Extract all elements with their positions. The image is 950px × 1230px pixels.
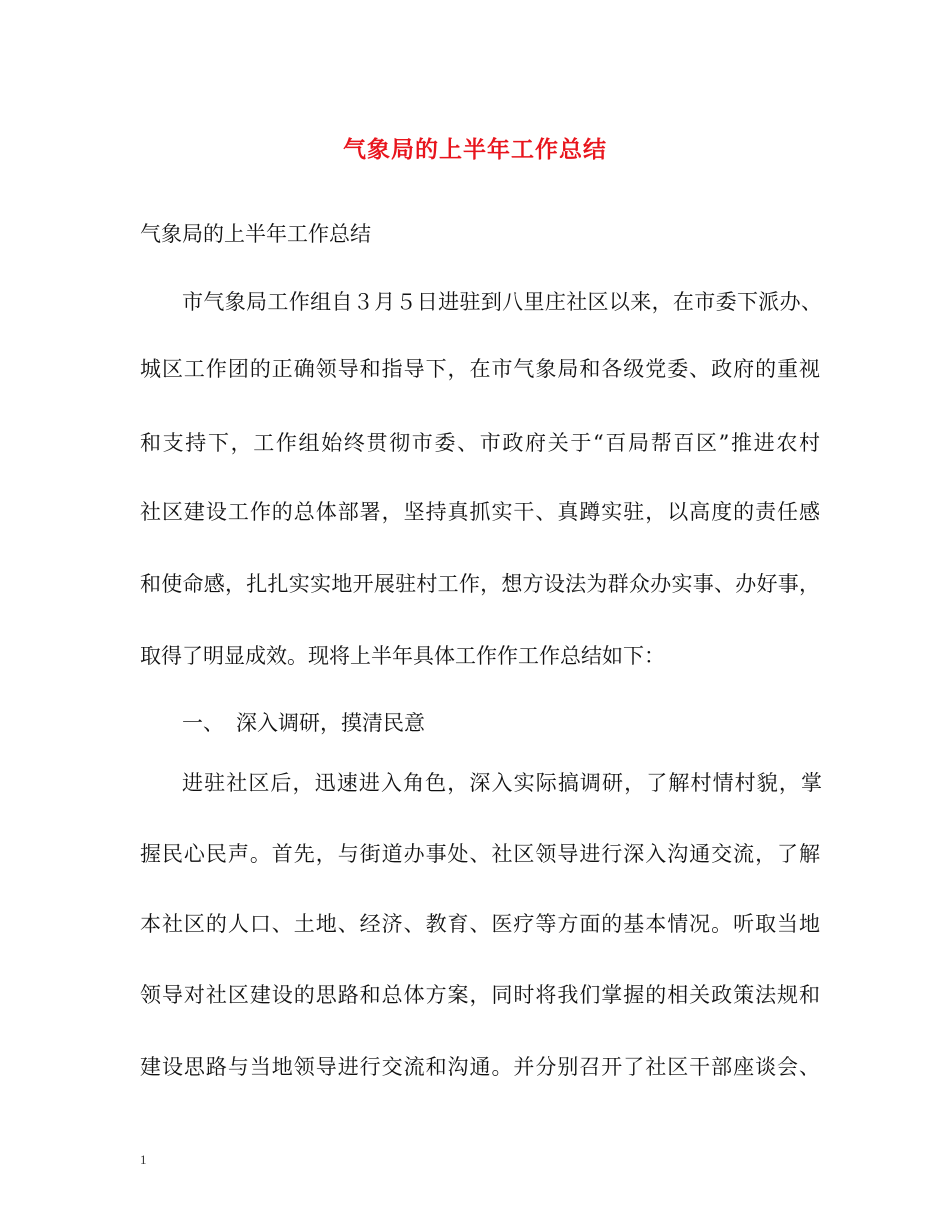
paragraph-line: 城区工作团的正确领导和指导下，在市气象局和各级党委、政府的重视 bbox=[140, 357, 820, 381]
document-title: 气象局的上半年工作总结 bbox=[343, 136, 607, 163]
paragraph-line: 进驻社区后，迅速进入角色，深入实际搞调研，了解村情村貌，掌 bbox=[182, 771, 822, 795]
paragraph-line: 建设思路与当地领导进行交流和沟通。并分别召开了社区干部座谈会、 bbox=[140, 1055, 820, 1079]
paragraph-line: 和使命感，扎扎实实地开展驻村工作，想方设法为群众办实事、办好事， bbox=[140, 572, 820, 596]
section-heading bbox=[182, 705, 425, 741]
section-heading-text: 深入调研，摸清民意 bbox=[236, 711, 425, 735]
paragraph-line: 市气象局工作组自３月５日进驻到八里庄社区以来，在市委下派办、 bbox=[182, 290, 822, 314]
paragraph-line: 和支持下，工作组始终贯彻市委、市政府关于“百局帮百区”推进农村 bbox=[140, 431, 820, 455]
section-number: 一、 bbox=[182, 711, 224, 735]
page-number: 1 bbox=[140, 1152, 147, 1167]
document-subtitle: 气象局的上半年工作总结 bbox=[140, 222, 371, 246]
paragraph-line: 握民心民声。首先，与街道办事处、社区领导进行深入沟通交流，了解 bbox=[140, 842, 820, 866]
paragraph-line: 社区建设工作的总体部署，坚持真抓实干、真蹲实驻，以高度的责任感 bbox=[140, 500, 820, 524]
paragraph-line: 本社区的人口、土地、经济、教育、医疗等方面的基本情况。听取当地 bbox=[140, 912, 820, 936]
paragraph-line: 领导对社区建设的思路和总体方案，同时将我们掌握的相关政策法规和 bbox=[140, 983, 820, 1007]
paragraph-line: 取得了明显成效。现将上半年具体工作作工作总结如下： bbox=[140, 644, 665, 668]
